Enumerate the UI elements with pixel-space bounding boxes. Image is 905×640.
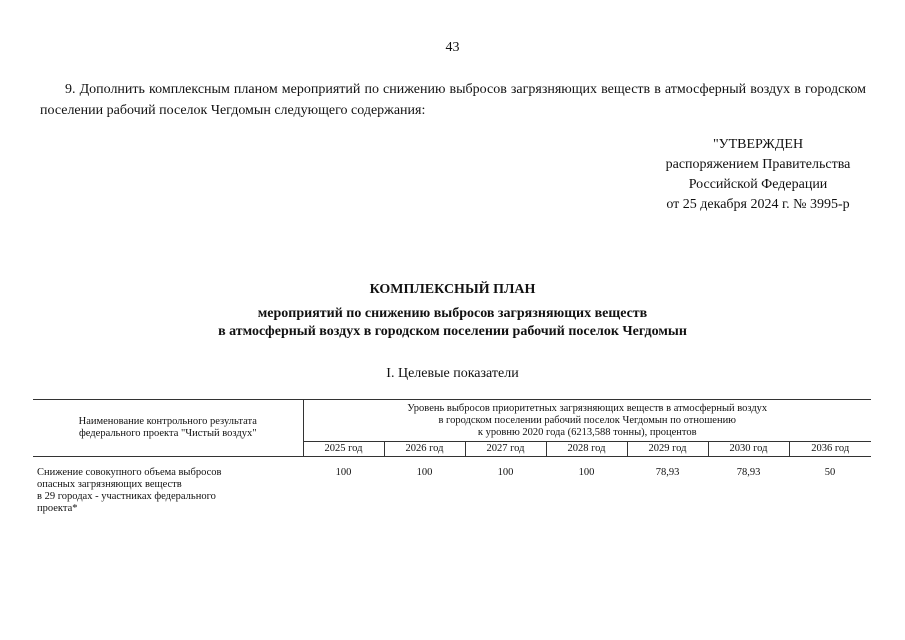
header-year-2028: 2028 год (546, 442, 627, 457)
header-year-2029: 2029 год (627, 442, 708, 457)
value-2026: 100 (416, 467, 433, 478)
row-result-name-line-3: в 29 городах - участниках федерального (37, 491, 216, 502)
header-year-2025: 2025 год (303, 442, 384, 457)
value-2027: 100 (497, 467, 514, 478)
approval-line-order: распоряжением Правительства (665, 157, 851, 172)
value-2036: 50 (824, 467, 836, 478)
intro-paragraph: 9. Дополнить комплексным планом мероприятий по снижению выбросов загрязняющих веществ в атмосферный воздух в городском поселении рабочий поселок Чегдомын следующего содержания: (40, 82, 866, 118)
page-number: 43 (445, 40, 460, 55)
approval-line-date: от 25 декабря 2024 г. № 3995-р (666, 197, 850, 212)
header-emission-level-line-3: к уровню 2020 года (6213,588 тонны), процентов (477, 426, 697, 438)
header-emission-level (303, 400, 871, 442)
header-emission-level-line-1: Уровень выбросов приоритетных загрязняющих веществ в атмосферный воздух (407, 402, 768, 414)
value-2030: 78,93 (736, 467, 761, 478)
header-result-name-line-2: федерального проекта "Чистый воздух" (78, 428, 257, 439)
value-2025: 100 (335, 467, 352, 478)
header-result-name-line-1: Наименование контрольного результата (78, 416, 257, 427)
row-result-name-line-4: проекта* (37, 503, 78, 514)
value-2028: 100 (578, 467, 595, 478)
table-row (33, 457, 871, 516)
plan-subtitle-line-1: мероприятий по снижению выбросов загрязняющих веществ (257, 306, 648, 321)
header-year-2026: 2026 год (384, 442, 465, 457)
row-result-name-line-1: Снижение совокупного объема выбросов (37, 467, 222, 478)
approval-line-approved: "УТВЕРЖДЕН (712, 137, 804, 152)
header-emission-level-line-2: в городском поселении рабочий поселок Чегдомын по отношению (438, 414, 737, 426)
value-2029: 78,93 (655, 467, 680, 478)
approval-block (600, 135, 905, 215)
header-result-name (33, 400, 303, 457)
plan-title: КОМПЛЕКСНЫЙ ПЛАН (369, 282, 536, 297)
row-result-name (33, 457, 303, 516)
header-year-2036: 2036 год (789, 442, 871, 457)
section-title: I. Целевые показатели (386, 366, 519, 381)
header-year-2030: 2030 год (708, 442, 789, 457)
approval-line-federation: Российской Федерации (688, 177, 828, 192)
row-result-name-line-2: опасных загрязняющих веществ (37, 479, 182, 490)
plan-subtitle-line-2: в атмосферный воздух в городском поселении рабочий поселок Чегдомын (218, 324, 687, 339)
header-year-2027: 2027 год (465, 442, 546, 457)
indicators-table (33, 399, 871, 515)
plan-subtitle (0, 305, 905, 341)
